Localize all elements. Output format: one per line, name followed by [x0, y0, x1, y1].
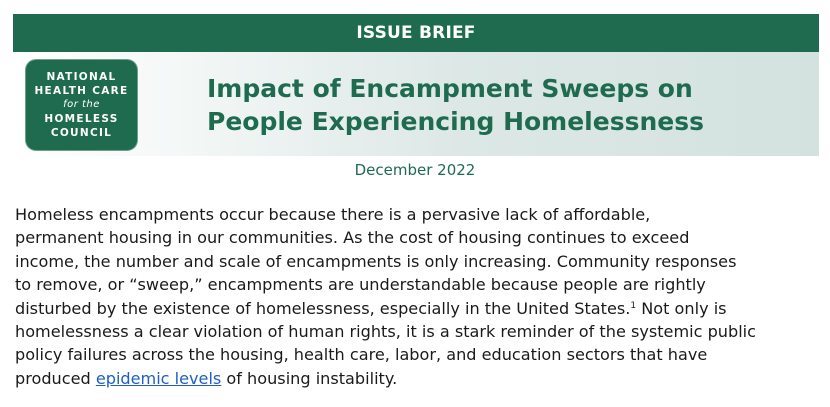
- title-line-1: Impact of Encampment Sweeps on: [207, 74, 693, 103]
- paragraph-text: of housing instability.: [221, 368, 398, 388]
- footnote-marker[interactable]: 1: [630, 300, 637, 311]
- title-line-2: People Experiencing Homelessness: [207, 107, 704, 136]
- paragraph-line: policy failures across the housing, health care, labor, and education sectors that have: [15, 345, 708, 365]
- paragraph-line: permanent housing in our communities. As the cost of housing continues to exceed: [15, 228, 690, 248]
- paragraph-line: to remove, or “sweep,” encampments are understandable because people are rightly: [15, 275, 706, 295]
- paragraph-line: homelessness a clear violation of human rights, it is a stark reminder of the systemic public: [15, 322, 756, 342]
- banner-label: ISSUE BRIEF: [356, 23, 476, 43]
- paragraph-line: [15, 367, 825, 390]
- epidemic-levels-link[interactable]: epidemic levels: [95, 368, 222, 388]
- logo-line-2: HEALTH CARE: [34, 85, 129, 97]
- paragraph-line: income, the number and scale of encampments is only increasing. Community responses: [15, 251, 737, 271]
- document-header: [13, 52, 819, 156]
- logo-line-3: for the: [63, 99, 100, 110]
- intro-paragraph: [15, 203, 825, 390]
- nhchc-logo: [26, 60, 137, 150]
- paragraph-line: [15, 297, 825, 320]
- paragraph-text: produced: [15, 368, 96, 388]
- paragraph-text: disturbed by the existence of homelessness, especially in the United States.: [15, 298, 631, 318]
- logo-line-4: HOMELESS: [44, 113, 119, 125]
- paragraph-line: Homeless encampments occur because there is a pervasive lack of affordable,: [15, 205, 651, 224]
- logo-line-5: COUNCIL: [50, 127, 113, 139]
- issue-brief-banner: [13, 14, 819, 52]
- publication-date: December 2022: [354, 161, 476, 179]
- document-title: [207, 72, 807, 138]
- logo-line-1: NATIONAL: [46, 71, 117, 83]
- paragraph-text: Not only is: [636, 298, 727, 318]
